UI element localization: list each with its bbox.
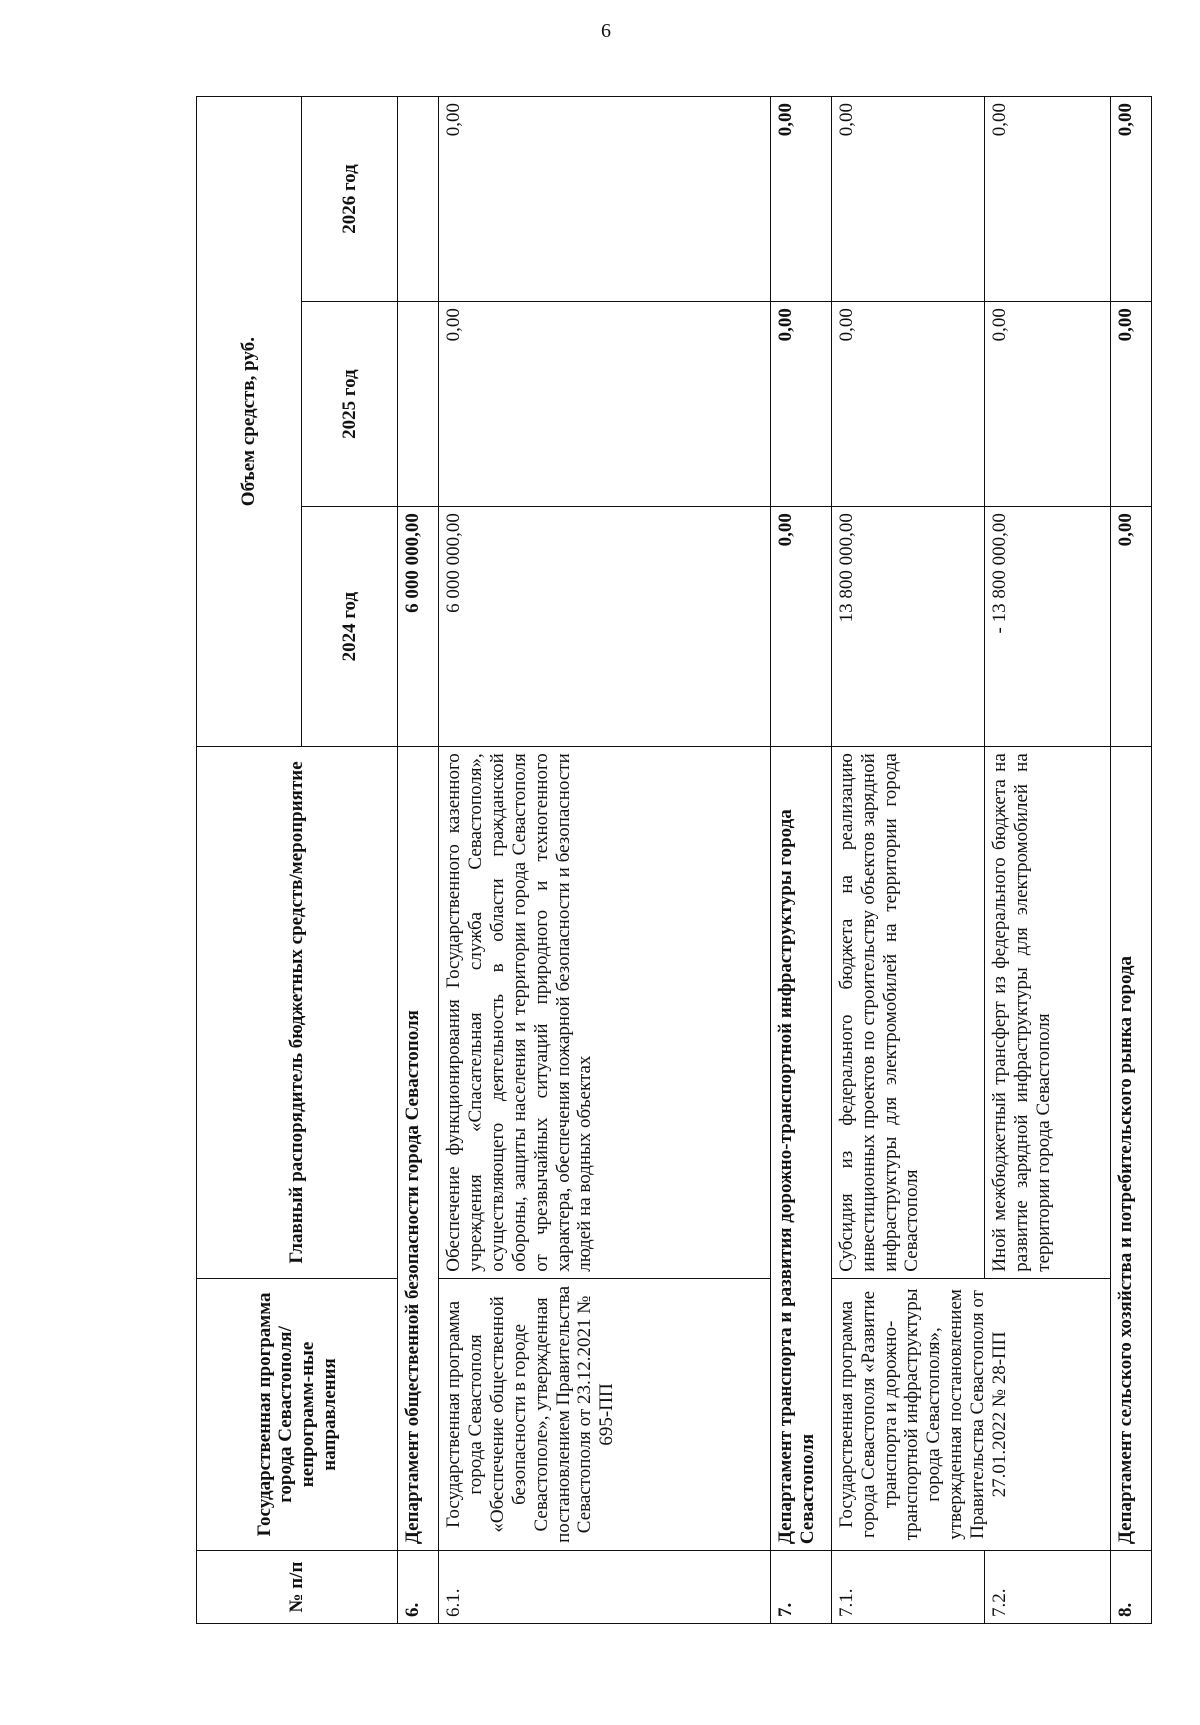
table-row xyxy=(771,97,832,1624)
header-program: Государственная программа города Севастополя/непрограмм-ные направления xyxy=(197,1278,398,1550)
header-2024: 2024 год xyxy=(301,507,398,747)
dept-name: Департамент сельского хозяйства и потребительского рынка города xyxy=(1111,747,1152,1551)
dept-name: Департамент общественной безопасности города Севастополя xyxy=(398,747,439,1551)
amount-2026: 0,00 xyxy=(771,97,832,302)
amount-2024: 0,00 xyxy=(771,507,832,747)
amount-2024: 0,00 xyxy=(1111,507,1152,747)
row-num: 6. xyxy=(398,1551,439,1624)
amount-2025: 0,00 xyxy=(831,302,984,507)
amount-2025: 0,00 xyxy=(985,302,1111,507)
table-row xyxy=(831,97,984,1624)
row-num: 7.1. xyxy=(831,1551,984,1624)
amount-2026 xyxy=(398,97,439,302)
amount-2024: 6 000 000,00 xyxy=(398,507,439,747)
amount-2025: 0,00 xyxy=(439,302,771,507)
page-number: 6 xyxy=(601,20,611,42)
measure-description: Иной межбюджетный трансферт из федерального бюджета на развитие зарядной инфраструктуры для электромобилей на территории города Севастополя xyxy=(985,747,1111,1278)
amount-2024: 6 000 000,00 xyxy=(439,507,771,747)
amount-2025 xyxy=(398,302,439,507)
header-row-1 xyxy=(197,97,302,1624)
budget-table xyxy=(196,96,1152,1624)
row-num: 7.2. xyxy=(985,1551,1111,1624)
row-num: 7. xyxy=(771,1551,832,1624)
measure-description: Обеспечение функционирования Государственного казенного учреждения «Спасательная служба Севастополя», осуществляющего деятельность в области гражданской обороны, защиты населения и территории города Севастополя от чрезвычайных ситуаций природного и техногенного характера, обеспечения пожарной безопасности и безопасности людей на водных объектах xyxy=(439,747,771,1278)
amount-2024: - 13 800 000,00 xyxy=(985,507,1111,747)
table-row xyxy=(1111,97,1152,1624)
table-row xyxy=(398,97,439,1624)
header-num: № п/п xyxy=(197,1551,398,1624)
amount-2026: 0,00 xyxy=(1111,97,1152,302)
amount-2024: 13 800 000,00 xyxy=(831,507,984,747)
row-num: 6.1. xyxy=(439,1551,771,1624)
header-main: Главный распорядитель бюджетных средств/мероприятие xyxy=(197,747,398,1278)
dept-name: Департамент транспорта и развития дорожно-транспортной инфраструктуры города Севастополя xyxy=(771,747,832,1551)
header-funds: Объем средств, руб. xyxy=(197,97,302,747)
program-cell: Государственная программа города Севастополя «Обеспечение общественной безопасности в городе Севастополе», утвержденная постановлением Правительства Севастополя от 23.12.2021 № 695-ПП xyxy=(439,1278,771,1550)
amount-2025: 0,00 xyxy=(1111,302,1152,507)
amount-2026: 0,00 xyxy=(439,97,771,302)
measure-description: Субсидия из федерального бюджета на реализацию инвестиционных проектов по строительству объектов зарядной инфраструктуры для электромобилей на территории города Севастополя xyxy=(831,747,984,1278)
header-2025: 2025 год xyxy=(301,302,398,507)
amount-2026: 0,00 xyxy=(831,97,984,302)
rotated-table-container xyxy=(196,96,1152,1624)
amount-2026: 0,00 xyxy=(985,97,1111,302)
row-num: 8. xyxy=(1111,1551,1152,1624)
table-row xyxy=(439,97,771,1624)
header-2026: 2026 год xyxy=(301,97,398,302)
program-cell: Государственная программа города Севастополя «Развитие транспорта и дорожно-транспортной инфраструктуры города Севастополя», утвержденная постановлением Правительства Севастополя от 27.01.2022 № 28-ПП xyxy=(831,1278,1110,1550)
amount-2025: 0,00 xyxy=(771,302,832,507)
